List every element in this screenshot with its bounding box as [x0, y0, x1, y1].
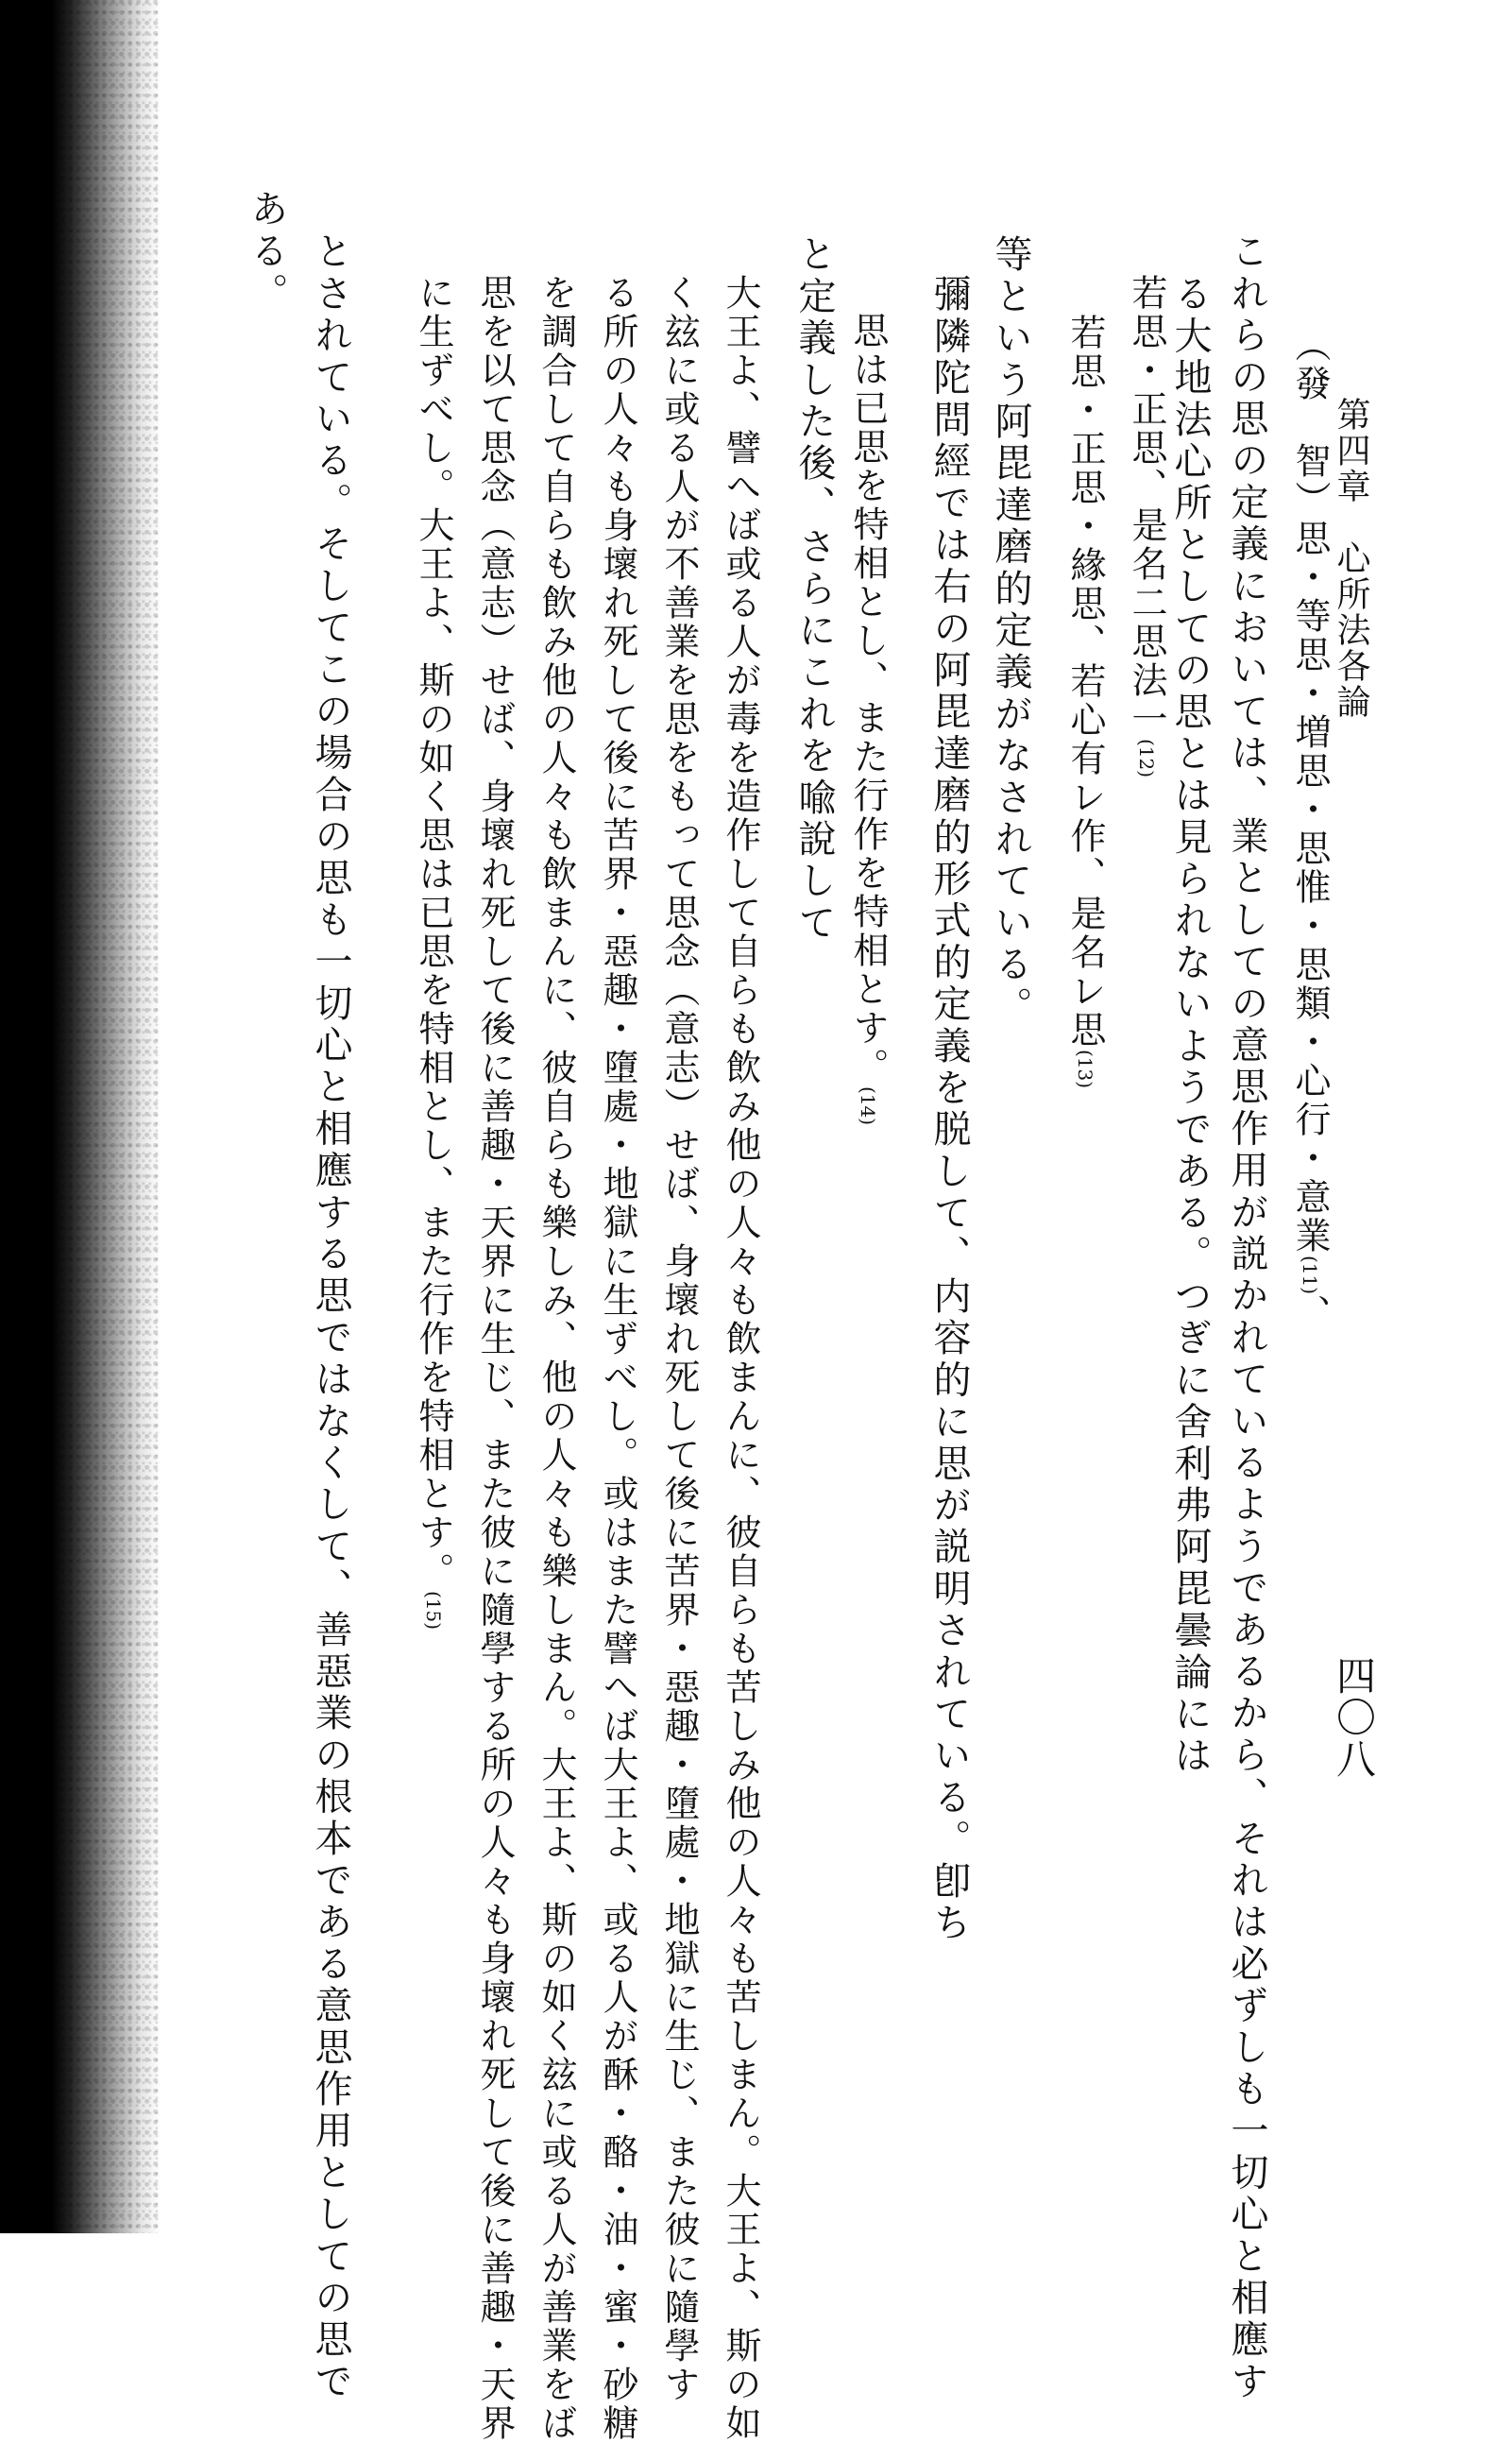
parable-line-2: く玆に或る人が不善業を思をもって思念（意志）せば、身壞れ死して後に苦界・惡趣・墮處・地獄に生じ、また彼に隨學す [658, 274, 700, 2404]
parable-line-6-text: に生ずべし。大王よ、斯の如く思は已思を特相とし、また行作を特相とす。 [413, 274, 454, 1591]
footnote-ref-13: (13) [1074, 1050, 1096, 1089]
footnote-ref-12: (12) [1135, 739, 1158, 778]
quote-fa-zhi [1289, 326, 1331, 1334]
quote-fa-zhi-text: （發 智）思・等思・増思・思惟・思類・心行・意業 [1289, 326, 1331, 1256]
footnote-ref-15: (15) [422, 1591, 445, 1631]
footnote-ref-11: (11) [1299, 1256, 1321, 1295]
quote-shari-1 [1126, 274, 1167, 778]
body-column-5: と定義した後、さらにこれを喩說して [792, 234, 836, 945]
parable-line-6 [413, 274, 454, 1631]
parable-line-5: 思を以て思念（意志）せば、身壞れ死して後に善趣・天界に生じ、また彼に隨學する所の人々も身壞れ死して後に善趣・天界 [474, 274, 516, 2443]
running-header: 第四章 心所法各論 [1332, 397, 1370, 720]
body-column-1: これらの思の定義においては、業としての意思作用が説かれているようであるから、それは必ずしも一切心と相應す [1225, 231, 1268, 2403]
parable-line-3: る所の人々も身壞れ死して後に苦界・惡趣・墮處・地獄に生ずべし。或はまた譬へば大王よ、或る人が酥・酪・油・蜜・砂糖 [597, 274, 638, 2443]
parable-line-4: を調合して自らも飲み他の人々も飲まんに、彼自らも樂しみ、他の人々も樂しまん。大王よ、斯の如く玆に或る人が善業をば [535, 274, 577, 2443]
parable-line-1: 大王よ、譬へば或る人が毒を造作して自らも飲み他の人々も飲まんに、彼自らも苦しみ他の人々も苦しまん。大王よ、斯の如 [720, 274, 761, 2443]
quote-shari-1-text: 若思・正思、是名二思法一 [1126, 274, 1167, 739]
quote-milinda-1-text: 思は已思を特相とし、また行作を特相とす。 [847, 312, 889, 1086]
body-column-7: ある。 [245, 189, 288, 315]
quote-shari-2 [1064, 314, 1106, 1089]
body-column-3: 等という阿毘達磨的定義がなされている。 [989, 234, 1032, 1028]
quote-fa-zhi-tail: 、 [1289, 1294, 1331, 1334]
page-number: 四〇八 [1331, 1655, 1377, 1780]
quote-shari-2-text: 若思・正思・緣思、若心有レ作、是名レ思 [1064, 314, 1106, 1050]
footnote-ref-14: (14) [857, 1086, 879, 1126]
body-column-2: る大地法心所としての思とは見られないようである。つぎに舍利弗阿毘曇論には [1168, 274, 1212, 1778]
body-column-6: とされている。そしてこの場合の思も一切心と相應する思ではなくして、善惡業の根本である意思作用としての思で [309, 231, 352, 2403]
body-column-4: 彌隣陀問經では右の阿毘達磨的形式的定義を脱して、内容的に思が説明されている。卽ち [927, 274, 971, 1944]
quote-milinda-1 [847, 312, 889, 1126]
